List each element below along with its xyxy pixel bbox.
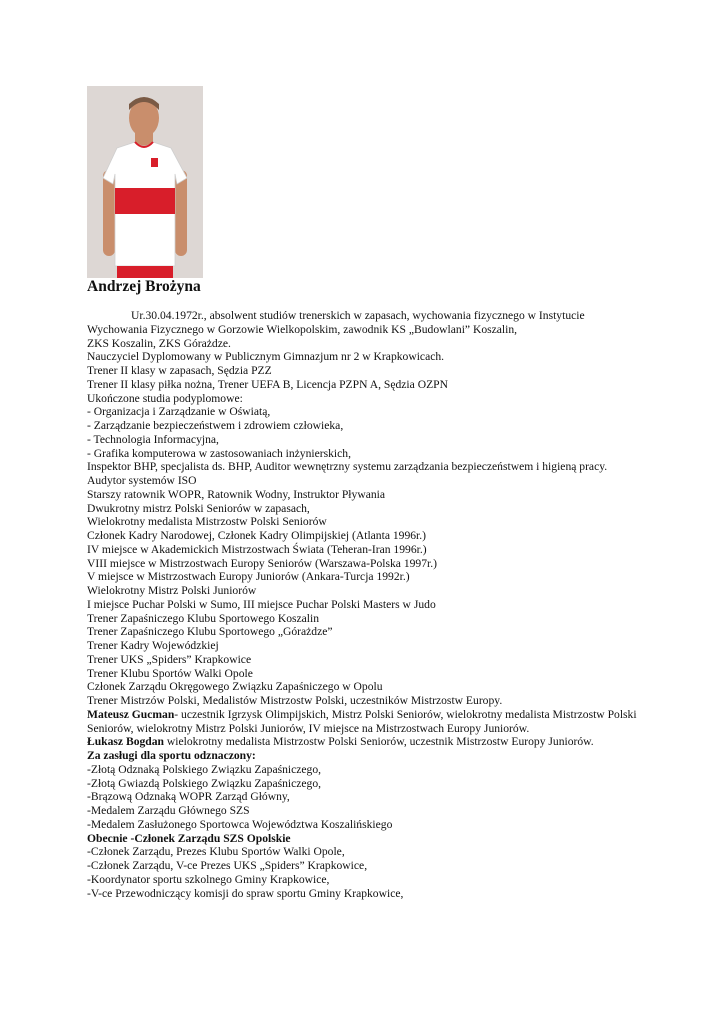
intro-line: Trener II klasy piłka nożna, Trener UEFA B, Licencja PZPN A, Sędzia OZPN	[87, 377, 448, 391]
intro-line: Starszy ratownik WOPR, Ratownik Wodny, Instruktor Pływania	[87, 487, 386, 501]
intro-line: Trener II klasy w zapasach, Sędzia PZZ	[87, 364, 272, 377]
awards-heading-text: Za zasługi dla sportu odznaczony:	[87, 749, 256, 762]
athlete-entry	[87, 708, 647, 736]
athlete-name: Mateusz Gucman	[87, 707, 175, 721]
intro-line: Trener Klubu Sportów Walki Opole	[87, 666, 253, 680]
awards-heading	[87, 749, 647, 763]
biography	[87, 309, 647, 900]
intro-line: ZKS Koszalin, ZKS Górażdze.	[87, 336, 231, 350]
person-name: Andrzej Brożyna	[87, 278, 201, 295]
intro-line: Członek Kadry Narodowej, Członek Kadry Olimpijskiej (Atlanta 1996r.)	[87, 529, 427, 542]
current-item: -V-ce Przewodniczący komisji do spraw sportu Gminy Krapkowice,	[87, 886, 404, 900]
portrait-photo-icon	[87, 86, 203, 278]
intro-line: Wielokrotny Mistrz Polski Juniorów	[87, 584, 257, 597]
intro-line: VIII miejsce w Mistrzostwach Europy Seniorów (Warszawa-Polska 1997r.)	[87, 556, 438, 570]
current-heading	[87, 832, 647, 846]
intro-line: Ur.30.04.1972r., absolwent studiów trenerskich w zapasach, wychowania fizycznego w Instytucie Wychowania Fizycznego w Gorzowie Wielkopolskim, zawodnik KS „Budowlani” Koszalin,	[87, 309, 585, 336]
intro-line: Trener UKS „Spiders” Krapkowice	[87, 652, 252, 666]
intro-line: - Grafika komputerowa w zastosowaniach inżynierskich,	[87, 446, 351, 460]
athlete-name: Łukasz Bogdan	[87, 735, 165, 749]
intro-line: Dwukrotny mistrz Polski Seniorów w zapasach,	[87, 501, 310, 515]
award-item: -Brązową Odznaką WOPR Zarząd Główny,	[87, 790, 290, 804]
intro-line: Inspektor BHP, specjalista ds. BHP, Auditor wewnętrzny systemu zarządzania bezpieczeństwem i higieną pracy.	[87, 460, 608, 474]
award-item: -Medalem Zarządu Głównego SZS	[87, 804, 250, 817]
award-item: -Medalem Zasłużonego Sportowca Województwa Koszalińskiego	[87, 817, 393, 831]
intro-line: Ukończone studia podyplomowe:	[87, 391, 243, 405]
intro-line: Trener Zapaśniczego Klubu Sportowego Koszalin	[87, 611, 320, 625]
intro-line: IV miejsce w Akademickich Mistrzostwach Świata (Teheran-Iran 1996r.)	[87, 542, 427, 556]
current-heading-text: Obecnie -Członek Zarządu SZS Opolskie	[87, 831, 291, 845]
athlete-text: wielokrotny medalista Mistrzostw Polski Seniorów, uczestnik Mistrzostw Europy Juniorów.	[164, 735, 594, 749]
intro-line: V miejsce w Mistrzostwach Europy Juniorów (Ankara-Turcja 1992r.)	[87, 570, 410, 584]
intro-line: I miejsce Puchar Polski w Sumo, III miejsce Puchar Polski Masters w Judo	[87, 597, 436, 611]
intro-line: Członek Zarządu Okręgowego Związku Zapaśniczego w Opolu	[87, 680, 383, 694]
award-item: -Złotą Odznaką Polskiego Związku Zapaśniczego,	[87, 762, 322, 776]
athlete-entry	[87, 735, 647, 749]
intro-line: Trener Kadry Wojewódzkiej	[87, 639, 219, 652]
intro-line: Trener Zapaśniczego Klubu Sportowego „Górażdze”	[87, 625, 333, 639]
award-item: -Złotą Gwiazdą Polskiego Związku Zapaśniczego,	[87, 776, 322, 790]
intro-line: - Organizacja i Zarządzanie w Oświatą,	[87, 405, 271, 419]
intro-line: Audytor systemów ISO	[87, 474, 197, 487]
current-item: -Koordynator sportu szkolnego Gminy Krapkowice,	[87, 872, 330, 886]
intro-line: - Technologia Informacyjna,	[87, 432, 219, 446]
intro-line: Wielokrotny medalista Mistrzostw Polski Seniorów	[87, 515, 327, 529]
intro-line: Nauczyciel Dyplomowany w Publicznym Gimnazjum nr 2 w Krapkowicach.	[87, 350, 445, 364]
current-item: -Członek Zarządu, V-ce Prezes UKS „Spiders” Krapkowice,	[87, 859, 368, 872]
athlete-text: - uczestnik Igrzysk Olimpijskich, Mistrz Polski Seniorów, wielokrotny medalista Mistrzostw Polski Seniorów, wielokrotny Mistrz Polski Juniorów, IV miejsce na Mistrzostwach Europy Juniorów.	[87, 707, 637, 735]
current-item: -Członek Zarządu, Prezes Klubu Sportów Walki Opole,	[87, 845, 345, 859]
portrait-photo	[87, 86, 203, 278]
intro-line: Trener Mistrzów Polski, Medalistów Mistrzostw Polski, uczestników Mistrzostw Europy.	[87, 694, 503, 707]
intro-line: - Zarządzanie bezpieczeństwem i zdrowiem człowieka,	[87, 419, 344, 432]
